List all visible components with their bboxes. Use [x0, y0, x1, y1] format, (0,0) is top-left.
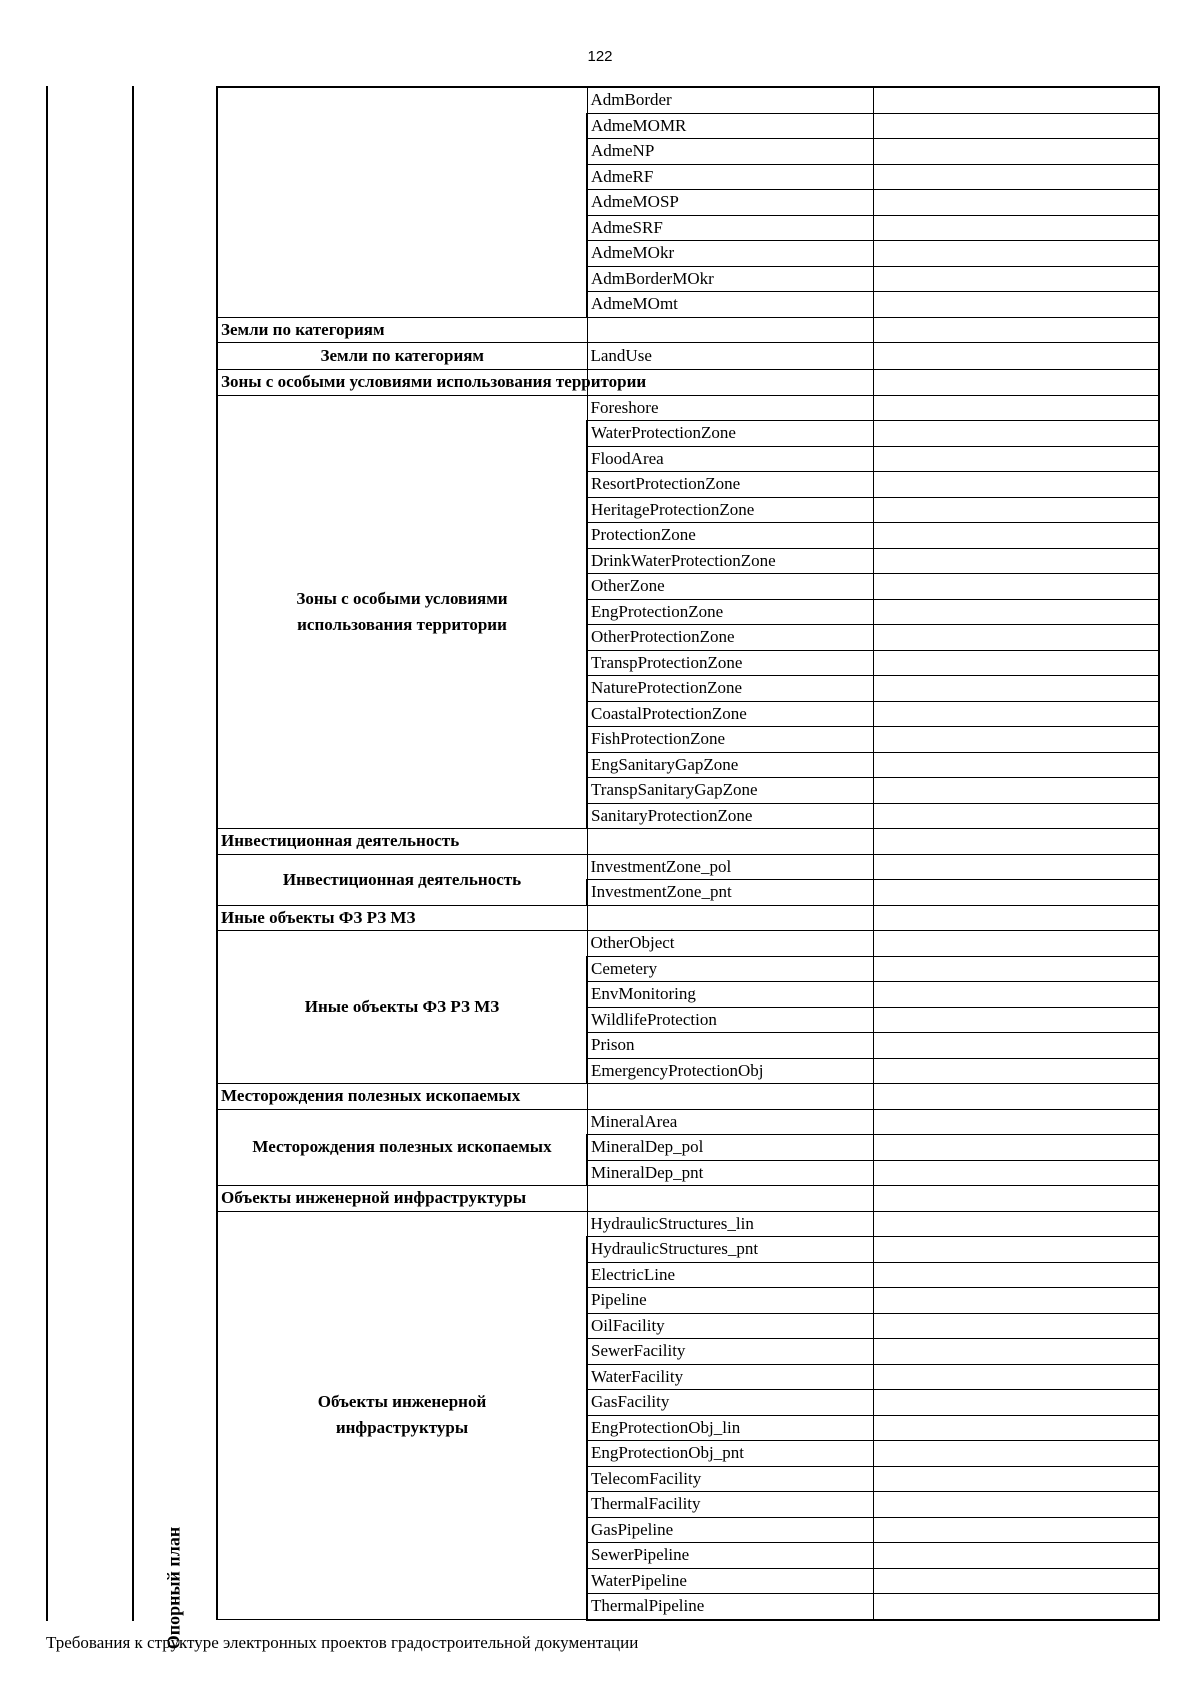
empty-cell — [873, 317, 1159, 343]
empty-cell — [873, 1288, 1159, 1314]
layer-code: SewerFacility — [587, 1339, 873, 1365]
layer-code: Prison — [587, 1033, 873, 1059]
group-name: Земли по категориям — [320, 346, 485, 365]
empty-cell — [873, 164, 1159, 190]
page-footer: Требования к структуре электронных проектов градостроительной документации — [46, 1633, 639, 1652]
layer-code: FishProtectionZone — [587, 727, 873, 753]
layer-code: HeritageProtectionZone — [587, 497, 873, 523]
empty-cell — [873, 701, 1159, 727]
group-name-cell — [217, 343, 587, 370]
empty-cell — [873, 241, 1159, 267]
layer-code: ThermalPipeline — [587, 1594, 873, 1620]
empty-cell — [873, 829, 1159, 855]
empty-cell — [873, 1543, 1159, 1569]
layer-code: EnvMonitoring — [587, 982, 873, 1008]
empty-cell — [873, 139, 1159, 165]
page-number: 122 — [587, 48, 613, 65]
section-row — [217, 905, 1159, 931]
empty-cell — [873, 370, 1159, 396]
empty-cell — [873, 1313, 1159, 1339]
layer-code: NatureProtectionZone — [587, 676, 873, 702]
layer-code: OtherProtectionZone — [587, 625, 873, 651]
layer-code: TranspProtectionZone — [587, 650, 873, 676]
empty-cell — [873, 1109, 1159, 1135]
empty-cell — [873, 803, 1159, 829]
table-row — [217, 931, 1159, 957]
left-border-line-outer — [46, 86, 48, 1621]
empty-cell — [873, 752, 1159, 778]
layer-code: MineralDep_pol — [587, 1135, 873, 1161]
section-row — [217, 370, 1159, 396]
section-row — [217, 317, 1159, 343]
empty-cell — [873, 676, 1159, 702]
layer-code: GasFacility — [587, 1390, 873, 1416]
group-name-cell — [217, 854, 587, 905]
group-name-cell — [217, 87, 587, 317]
empty-cell — [873, 1135, 1159, 1161]
empty-cell — [873, 523, 1159, 549]
empty-cell — [873, 982, 1159, 1008]
group-name-cell — [217, 1211, 587, 1620]
empty-cell — [873, 497, 1159, 523]
layer-code: Pipeline — [587, 1288, 873, 1314]
layer-code: AdmeNP — [587, 139, 873, 165]
layer-code: AdmBorder — [587, 87, 873, 113]
layer-code: OilFacility — [587, 1313, 873, 1339]
layer-code: MineralArea — [587, 1109, 873, 1135]
section-title: Инвестиционная деятельность — [217, 829, 587, 855]
empty-cell — [873, 343, 1159, 370]
layer-code: EngProtectionObj_pnt — [587, 1441, 873, 1467]
empty-cell — [587, 905, 873, 931]
empty-cell — [873, 113, 1159, 139]
empty-cell — [873, 1058, 1159, 1084]
empty-cell — [873, 1186, 1159, 1212]
layer-code: DrinkWaterProtectionZone — [587, 548, 873, 574]
group-name-cell — [217, 931, 587, 1084]
section-row — [217, 1186, 1159, 1212]
layer-code: HydraulicStructures_lin — [587, 1211, 873, 1237]
empty-cell — [873, 1237, 1159, 1263]
empty-cell — [873, 1160, 1159, 1186]
empty-cell — [873, 1517, 1159, 1543]
empty-cell — [873, 727, 1159, 753]
empty-cell — [873, 778, 1159, 804]
layer-code: AdmBorderMOkr — [587, 266, 873, 292]
empty-cell — [873, 1441, 1159, 1467]
empty-cell — [873, 292, 1159, 318]
empty-cell — [873, 472, 1159, 498]
layer-code: SewerPipeline — [587, 1543, 873, 1569]
layer-code: ProtectionZone — [587, 523, 873, 549]
table-row — [217, 87, 1159, 113]
group-name: Инвестиционная деятельность — [282, 869, 522, 889]
layer-code: HydraulicStructures_pnt — [587, 1237, 873, 1263]
layer-code: OtherZone — [587, 574, 873, 600]
group-name: Иные объекты ФЗ РЗ МЗ — [304, 997, 500, 1016]
layer-code: EngProtectionZone — [587, 599, 873, 625]
empty-cell — [873, 446, 1159, 472]
layer-code: Cemetery — [587, 956, 873, 982]
layer-code: EngSanitaryGapZone — [587, 752, 873, 778]
empty-cell — [873, 905, 1159, 931]
layer-code: AdmeSRF — [587, 215, 873, 241]
layer-code: EngProtectionObj_lin — [587, 1415, 873, 1441]
table-row — [217, 395, 1159, 421]
empty-cell — [873, 1492, 1159, 1518]
group-name: Месторождения полезных ископаемых — [252, 1137, 552, 1157]
empty-cell — [873, 625, 1159, 651]
section-title: Зоны с особыми условиями использования территории — [217, 370, 587, 396]
empty-cell — [873, 931, 1159, 957]
left-border-line-inner — [132, 86, 134, 1621]
empty-cell — [587, 317, 873, 343]
layer-structure-table — [216, 86, 1160, 1621]
empty-cell — [873, 190, 1159, 216]
layer-code: WildlifeProtection — [587, 1007, 873, 1033]
layer-code: WaterFacility — [587, 1364, 873, 1390]
empty-cell — [587, 1186, 873, 1212]
empty-cell — [873, 650, 1159, 676]
group-name-cell — [217, 395, 587, 829]
empty-cell — [873, 1364, 1159, 1390]
empty-cell — [873, 395, 1159, 421]
table-row — [217, 1109, 1159, 1135]
layer-code: AdmeMOMR — [587, 113, 873, 139]
empty-cell — [873, 599, 1159, 625]
section-row — [217, 1084, 1159, 1110]
empty-cell — [873, 87, 1159, 113]
empty-cell — [873, 1033, 1159, 1059]
empty-cell — [873, 1568, 1159, 1594]
empty-cell — [873, 215, 1159, 241]
table-row — [217, 854, 1159, 880]
group-name-cell — [217, 1109, 587, 1186]
empty-cell — [873, 854, 1159, 880]
layer-code: WaterPipeline — [587, 1568, 873, 1594]
group-name: Объекты инженерной инфраструктуры — [317, 1392, 487, 1438]
layer-code: AdmeRF — [587, 164, 873, 190]
empty-cell — [873, 956, 1159, 982]
group-name: Зоны с особыми условиями использования территории — [296, 588, 508, 634]
empty-cell — [873, 1594, 1159, 1620]
layer-code: OtherObject — [587, 931, 873, 957]
layer-code: FloodArea — [587, 446, 873, 472]
layer-code: ElectricLine — [587, 1262, 873, 1288]
section-title: Земли по категориям — [217, 317, 587, 343]
layer-code: Foreshore — [587, 395, 873, 421]
empty-cell — [873, 1415, 1159, 1441]
layer-code: LandUse — [587, 343, 873, 370]
table-row — [217, 1211, 1159, 1237]
section-title: Объекты инженерной инфраструктуры — [217, 1186, 587, 1212]
empty-cell — [873, 1339, 1159, 1365]
layer-code: GasPipeline — [587, 1517, 873, 1543]
empty-cell — [873, 1390, 1159, 1416]
section-row — [217, 829, 1159, 855]
layer-code: ThermalFacility — [587, 1492, 873, 1518]
empty-cell — [873, 1084, 1159, 1110]
empty-cell — [873, 1007, 1159, 1033]
empty-cell — [873, 880, 1159, 906]
layer-code: WaterProtectionZone — [587, 421, 873, 447]
layer-code: TranspSanitaryGapZone — [587, 778, 873, 804]
section-title: Иные объекты ФЗ РЗ МЗ — [217, 905, 587, 931]
side-label: Опорный план — [163, 1526, 184, 1650]
empty-cell — [587, 1084, 873, 1110]
empty-cell — [873, 421, 1159, 447]
layer-code: CoastalProtectionZone — [587, 701, 873, 727]
empty-cell — [873, 266, 1159, 292]
empty-cell — [873, 548, 1159, 574]
empty-cell — [873, 1466, 1159, 1492]
layer-code: InvestmentZone_pnt — [587, 880, 873, 906]
layer-code: TelecomFacility — [587, 1466, 873, 1492]
empty-cell — [587, 829, 873, 855]
empty-cell — [873, 1211, 1159, 1237]
layer-code: AdmeMOkr — [587, 241, 873, 267]
empty-cell — [873, 574, 1159, 600]
section-title: Месторождения полезных ископаемых — [217, 1084, 587, 1110]
layer-code: AdmeMOSP — [587, 190, 873, 216]
layer-code: ResortProtectionZone — [587, 472, 873, 498]
layer-code: AdmeMOmt — [587, 292, 873, 318]
layer-code: InvestmentZone_pol — [587, 854, 873, 880]
empty-cell — [873, 1262, 1159, 1288]
layer-code: SanitaryProtectionZone — [587, 803, 873, 829]
table-row — [217, 343, 1159, 370]
layer-code: MineralDep_pnt — [587, 1160, 873, 1186]
layer-code: EmergencyProtectionObj — [587, 1058, 873, 1084]
